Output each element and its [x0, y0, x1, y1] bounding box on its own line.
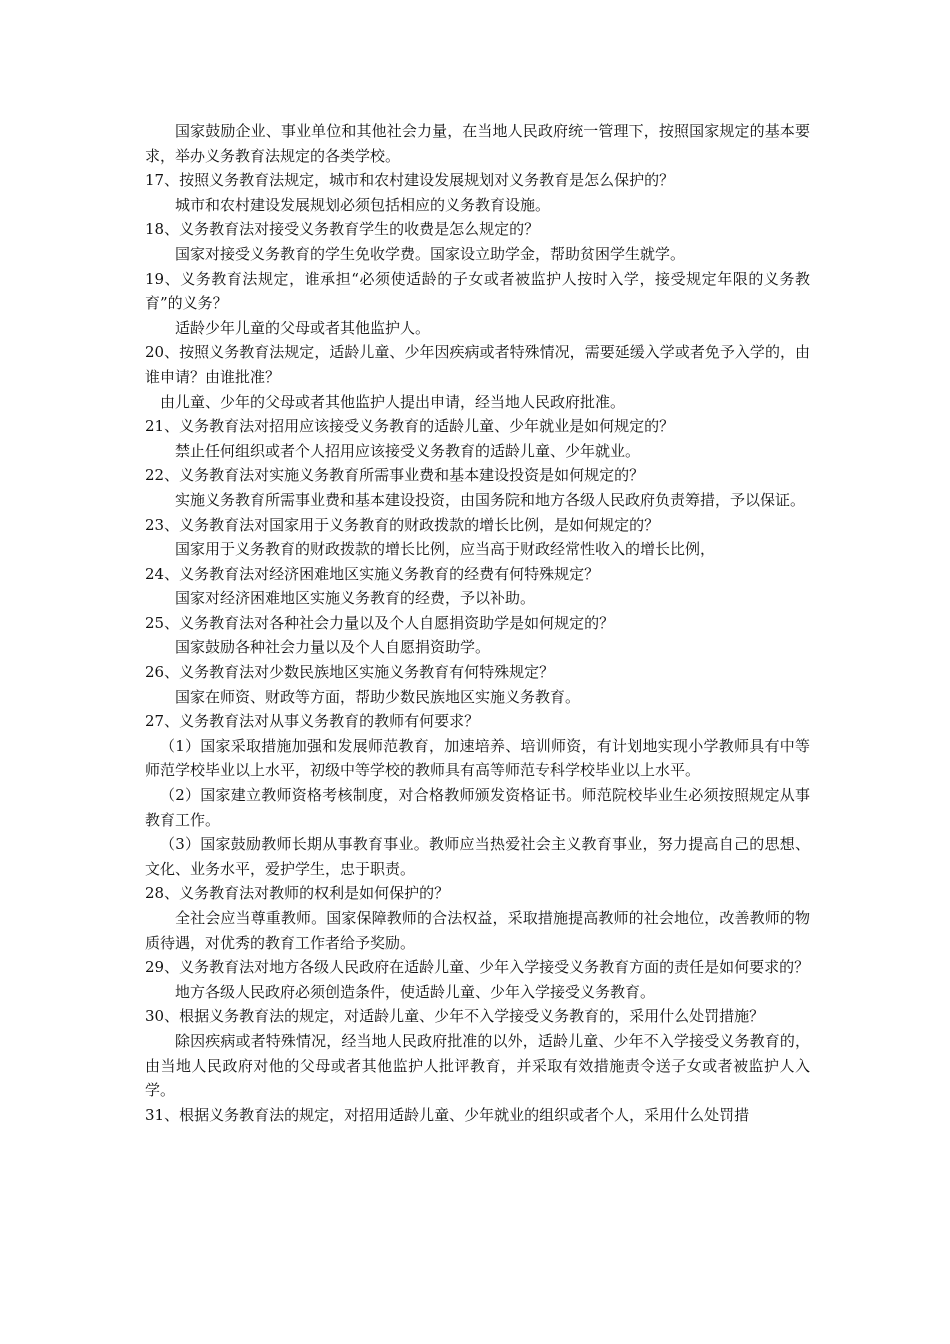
question-20: 20、按照义务教育法规定，适龄儿童、少年因疾病或者特殊情况，需要延缓入学或者免予入学的，由谁申请？由谁批准？ [145, 343, 810, 386]
answer-27-item-2: （2）国家建立教师资格考核制度，对合格教师颁发资格证书。师范院校毕业生必须按照规定从事教育工作。 [145, 786, 810, 829]
answer-25: 国家鼓励各种社会力量以及个人自愿捐资助学。 [175, 638, 491, 657]
answer-19: 适龄少年儿童的父母或者其他监护人。 [175, 318, 431, 337]
answer-21: 禁止任何组织或者个人招用应该接受义务教育的适龄儿童、少年就业。 [175, 441, 641, 460]
question-23: 23、义务教育法对国家用于义务教育的财政拨款的增长比例，是如何规定的？ [145, 515, 660, 534]
answer-20: 由儿童、少年的父母或者其他监护人提出申请，经当地人民政府批准。 [160, 392, 626, 411]
document-page [145, 119, 810, 1127]
question-18: 18、义务教育法对接受义务教育学生的收费是怎么规定的？ [145, 220, 540, 239]
question-30: 30、根据义务教育法的规定，对适龄儿童、少年不入学接受义务教育的，采用什么处罚措施？ [145, 1007, 765, 1026]
answer-30: 除因疾病或者特殊情况，经当地人民政府批准的以外，适龄儿童、少年不入学接受义务教育的，由当地人民政府对他的父母或者其他监护人批评教育，并采取有效措施责令送子女或者被监护人入学。 [145, 1031, 810, 1100]
question-28: 28、义务教育法对教师的权利是如何保护的？ [145, 884, 450, 903]
answer-29: 地方各级人民政府必须创造条件，使适龄儿童、少年入学接受义务教育。 [175, 982, 656, 1001]
question-21: 21、义务教育法对招用应该接受义务教育的适龄儿童、少年就业是如何规定的？ [145, 417, 675, 436]
answer-24: 国家对经济困难地区实施义务教育的经费，予以补助。 [175, 589, 536, 608]
question-17: 17、按照义务教育法规定，城市和农村建设发展规划对义务教育是怎么保护的？ [145, 171, 675, 190]
answer-paragraph: 国家鼓励企业、事业单位和其他社会力量，在当地人民政府统一管理下，按照国家规定的基本要求，举办义务教育法规定的各类学校。 [145, 122, 810, 165]
answer-26: 国家在师资、财政等方面，帮助少数民族地区实施义务教育。 [175, 687, 581, 706]
answer-17: 城市和农村建设发展规划必须包括相应的义务教育设施。 [175, 195, 551, 214]
question-27: 27、义务教育法对从事义务教育的教师有何要求？ [145, 712, 480, 731]
question-22: 22、义务教育法对实施义务教育所需事业费和基本建设投资是如何规定的？ [145, 466, 645, 485]
question-29: 29、义务教育法对地方各级人民政府在适龄儿童、少年入学接受义务教育方面的责任是如何要求的？ [145, 958, 810, 977]
answer-28: 全社会应当尊重教师。国家保障教师的合法权益，采取措施提高教师的社会地位，改善教师的物质待遇，对优秀的教育工作者给予奖励。 [145, 909, 810, 952]
answer-18: 国家对接受义务教育的学生免收学费。国家设立助学金，帮助贫困学生就学。 [175, 244, 686, 263]
question-25: 25、义务教育法对各种社会力量以及个人自愿捐资助学是如何规定的？ [145, 613, 615, 632]
question-31: 31、根据义务教育法的规定，对招用适龄儿童、少年就业的组织或者个人，采用什么处罚措 [145, 1105, 750, 1124]
question-19: 19、义务教育法规定，谁承担“必须使适龄的子女或者被监护人按时入学，接受规定年限的义务教育”的义务？ [145, 269, 810, 313]
answer-27-item-3: （3）国家鼓励教师长期从事教育事业。教师应当热爱社会主义教育事业，努力提高自己的思想、文化、业务水平，爱护学生，忠于职责。 [145, 835, 810, 878]
answer-27-item-1: （1）国家采取措施加强和发展师范教育，加速培养、培训师资，有计划地实现小学教师具有中等师范学校毕业以上水平，初级中等学校的教师具有高等师范专科学校毕业以上水平。 [145, 736, 810, 780]
question-26: 26、义务教育法对少数民族地区实施义务教育有何特殊规定？ [145, 663, 555, 682]
question-24: 24、义务教育法对经济困难地区实施义务教育的经费有何特殊规定？ [145, 564, 600, 583]
answer-23: 国家用于义务教育的财政拨款的增长比例，应当高于财政经常性收入的增长比例， [175, 540, 716, 559]
answer-22: 实施义务教育所需事业费和基本建设投资，由国务院和地方各级人民政府负责筹措，予以保证。 [175, 490, 806, 509]
